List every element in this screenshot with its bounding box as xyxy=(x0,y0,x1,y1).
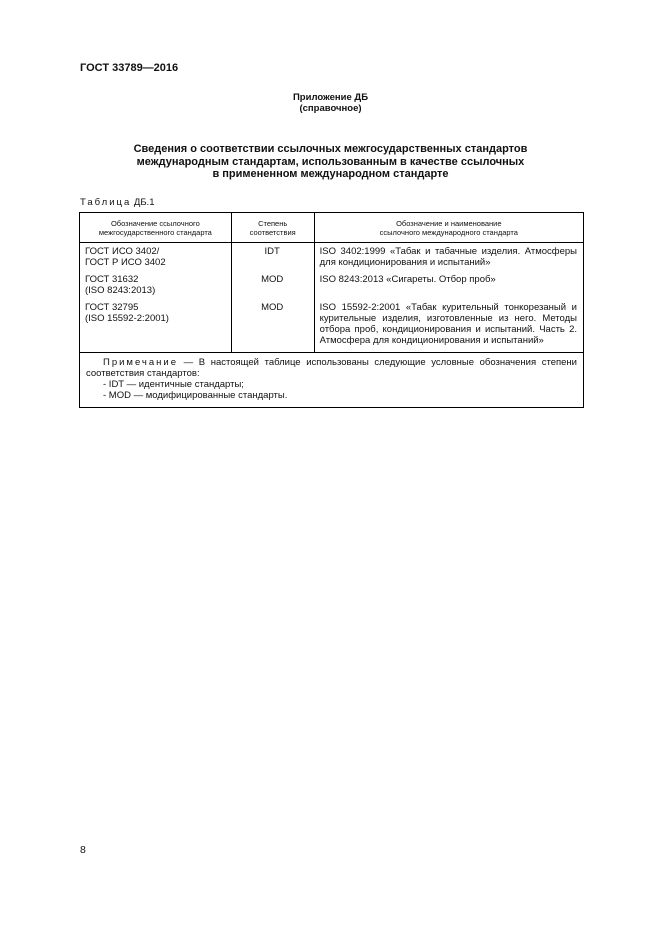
header-text: Обозначение и наименование xyxy=(396,219,502,228)
correspondence-table xyxy=(79,212,584,408)
annex-heading xyxy=(0,92,661,114)
table-row xyxy=(80,299,584,353)
heading-line: Сведения о соответствии ссылочных межгосударственных стандартов xyxy=(133,143,528,155)
cell-text: ГОСТ Р ИСО 3402 xyxy=(85,257,166,268)
table-row xyxy=(80,271,584,299)
cell-standard xyxy=(80,271,232,299)
header-text: Обозначение ссылочного xyxy=(110,219,200,228)
cell-description: ISO 3402:1999 «Табак и табачные изделия. Атмосферы для кондиционирования и испытаний» xyxy=(314,243,583,272)
table-note-row xyxy=(80,353,584,408)
note-paragraph xyxy=(86,357,577,379)
header-cell-standard xyxy=(80,213,232,243)
header-text: межгосударственного стандарта xyxy=(98,228,212,237)
note-item: - IDT — идентичные стандарты; xyxy=(103,379,244,390)
cell-text: (ISO 8243:2013) xyxy=(85,285,156,296)
header-cell-international xyxy=(314,213,583,243)
cell-description: ISO 15592-2:2001 «Табак курительный тонкорезаный и курительные изделия, изготовленные из него. Методы отбора проб, кондиционирования и испытаний. Часть 2. Атмосфера для кондиционирования и испытаний» xyxy=(314,299,583,353)
section-heading xyxy=(60,143,601,181)
document-code: ГОСТ 33789—2016 xyxy=(80,62,179,74)
cell-description: ISO 8243:2013 «Сигареты. Отбор проб» xyxy=(314,271,583,299)
cell-standard xyxy=(80,243,232,272)
cell-degree: MOD xyxy=(231,299,314,353)
note-text: — В настоящей таблице использованы следующие условные обозначения степени соответствия стандартов: xyxy=(86,357,577,379)
heading-line: в примененном международном стандарте xyxy=(212,168,449,180)
table-row xyxy=(80,243,584,272)
table-caption xyxy=(80,197,154,208)
cell-text: ГОСТ 31632 xyxy=(85,274,139,285)
heading-line: международным стандартам, использованным в качестве ссылочных xyxy=(136,155,525,168)
annex-title: Приложение ДБ xyxy=(292,92,369,103)
cell-text: ГОСТ 32795 xyxy=(85,302,139,313)
table-note xyxy=(80,353,584,408)
page-number: 8 xyxy=(80,844,86,856)
header-text: соответствия xyxy=(249,228,296,237)
table-caption-label: Таблица xyxy=(80,197,132,208)
annex-subtitle: (справочное) xyxy=(299,103,362,114)
table-caption-number: ДБ.1 xyxy=(133,197,155,208)
header-cell-degree xyxy=(231,213,314,243)
cell-standard xyxy=(80,299,232,353)
header-text: Степень xyxy=(258,219,288,228)
table-header-row xyxy=(80,213,584,243)
cell-degree: IDT xyxy=(231,243,314,272)
note-item: - MOD — модифицированные стандарты. xyxy=(103,390,288,401)
header-text: ссылочного международного стандарта xyxy=(379,228,518,237)
cell-degree: MOD xyxy=(231,271,314,299)
note-label: Примечание xyxy=(103,357,178,368)
cell-text: (ISO 15592-2:2001) xyxy=(85,313,169,324)
cell-text: ГОСТ ИСО 3402/ xyxy=(85,246,160,257)
